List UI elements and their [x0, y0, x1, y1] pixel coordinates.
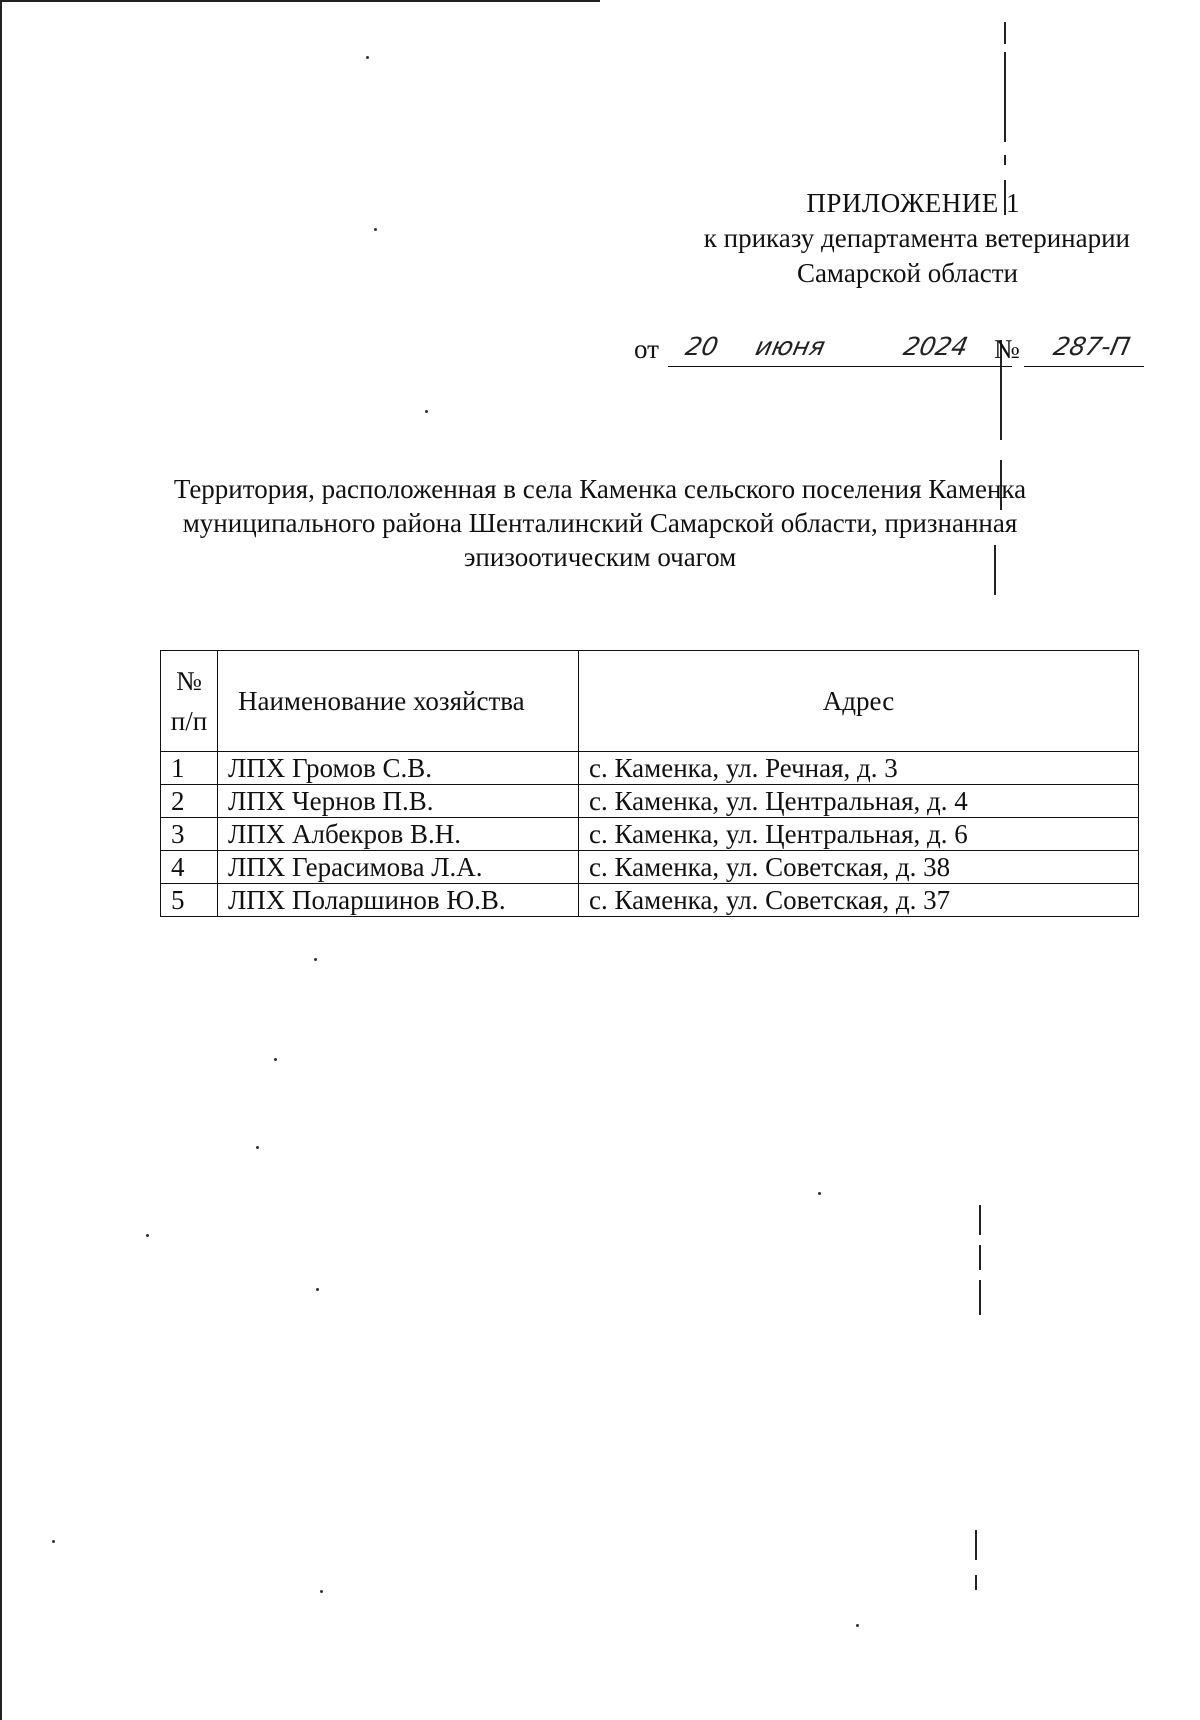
order-date-day: 20 [682, 332, 721, 361]
scan-speck [856, 1624, 859, 1627]
scan-speck [274, 1058, 277, 1061]
scan-border-left [0, 0, 2, 1720]
order-number-field [1024, 330, 1144, 367]
document-heading [150, 472, 1050, 574]
row-number: 4 [161, 851, 218, 884]
scan-artifact-line [979, 1205, 981, 1235]
header-number-symbol: № [176, 666, 202, 696]
scan-speck [374, 228, 377, 231]
row-address: с. Каменка, ул. Центральная, д. 6 [579, 818, 1139, 851]
row-address: с. Каменка, ул. Речная, д. 3 [579, 752, 1139, 785]
table-row [161, 884, 1139, 917]
scan-speck [316, 1288, 319, 1291]
order-number-label: № [994, 334, 1020, 364]
row-address: с. Каменка, ул. Советская, д. 38 [579, 851, 1139, 884]
order-number-value: 287-П [1050, 332, 1133, 361]
table-row [161, 818, 1139, 851]
order-date-field [668, 330, 1012, 367]
header-farm-name: Наименование хозяйства [218, 651, 579, 752]
scan-artifact-line [1004, 52, 1006, 142]
order-date-year: 2024 [900, 332, 971, 361]
scan-artifact-line [979, 1245, 981, 1270]
scan-speck [314, 958, 317, 961]
table-row [161, 785, 1139, 818]
order-reference [634, 330, 1144, 370]
scan-speck [366, 56, 369, 59]
order-date-month: июня [752, 332, 828, 361]
row-farm-name: ЛПХ Громов С.В. [218, 752, 579, 785]
farms-table [160, 650, 1139, 917]
table-row [161, 851, 1139, 884]
scan-speck [146, 1234, 149, 1237]
order-date-label: от [634, 334, 659, 364]
scan-artifact-line [975, 1575, 977, 1590]
row-number: 3 [161, 818, 218, 851]
row-farm-name: ЛПХ Чернов П.В. [218, 785, 579, 818]
header-address: Адрес [579, 651, 1139, 752]
table-row [161, 752, 1139, 785]
row-number: 1 [161, 752, 218, 785]
row-farm-name: ЛПХ Албекров В.Н. [218, 818, 579, 851]
row-number: 2 [161, 785, 218, 818]
scan-artifact-line [1004, 155, 1006, 165]
row-farm-name: ЛПХ Герасимова Л.А. [218, 851, 579, 884]
row-farm-name: ЛПХ Поларшинов Ю.В. [218, 884, 579, 917]
appendix-region: Самарской области [796, 258, 1018, 288]
scan-artifact-line [979, 1280, 981, 1315]
scan-speck [818, 1192, 821, 1195]
appendix-title: ПРИЛОЖЕНИЕ 1 [806, 188, 1020, 218]
scan-border-top [0, 0, 600, 2]
table-header-row [161, 651, 1139, 752]
row-number: 5 [161, 884, 218, 917]
header-number [161, 651, 218, 752]
row-address: с. Каменка, ул. Советская, д. 37 [579, 884, 1139, 917]
heading-line-2: муниципального района Шенталинский Самарской области, признанная [182, 508, 1018, 538]
scan-speck [320, 1590, 323, 1593]
row-address: с. Каменка, ул. Центральная, д. 4 [579, 785, 1139, 818]
heading-line-1: Территория, расположенная в села Каменка сельского поселения Каменка [173, 474, 1027, 504]
appendix-header [620, 186, 1130, 291]
scan-speck [52, 1540, 55, 1543]
header-number-abbr: п/п [170, 706, 208, 736]
scan-artifact-line [1004, 22, 1006, 44]
scan-speck [425, 410, 428, 413]
heading-line-3: эпизоотическим очагом [463, 542, 737, 572]
scan-speck [256, 1146, 259, 1149]
scan-artifact-line [975, 1530, 977, 1560]
appendix-subtitle: к приказу департамента ветеринарии [703, 223, 1130, 253]
